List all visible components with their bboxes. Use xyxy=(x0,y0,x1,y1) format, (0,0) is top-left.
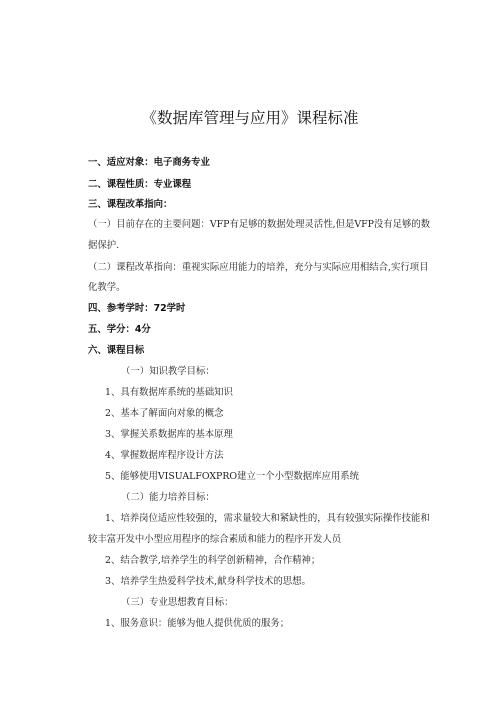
list-item: 1、培养岗位适应性较强的，需求量较大和紧缺性的，具有较强实际操作技能和 xyxy=(105,513,430,524)
section-4-heading: 四、参考学时：72学时 xyxy=(88,303,186,314)
list-item: 2、结合教学,培养学生的科学创新精神，合作精神； xyxy=(105,555,321,566)
list-item: 3、培养学生热爱科学技术,献身科学技术的思想。 xyxy=(105,576,311,587)
list-item: 1、服务意识：能够为他人提供优质的服务； xyxy=(105,618,290,629)
section-3-heading: 三、课程改革指向： xyxy=(88,199,173,210)
section-6-heading: 六、课程目标 xyxy=(88,345,145,356)
subsection-heading: （二）能力培养目标： xyxy=(121,492,215,503)
list-item: 2、基本了解面向对象的概念 xyxy=(105,408,224,419)
section-1-heading: 一、适应对象：电子商务专业 xyxy=(88,157,210,168)
paragraph-line: 较丰富开发中小型应用程序的综合素质和能力的程序开发人员 xyxy=(88,534,342,545)
section-2-heading: 二、课程性质：专业课程 xyxy=(88,179,192,190)
paragraph-line: （一）目前存在的主要问题：VFP有足够的数据处理灵活性,但是VFP没有足够的数 xyxy=(88,219,431,230)
list-item: 5、能够使用VISUALFOXPRO建立一个小型数据库应用系统 xyxy=(105,471,359,482)
list-item: 3、掌握关系数据库的基本原理 xyxy=(105,429,233,440)
document-title: 《数据库管理与应用》课程标准 xyxy=(141,109,359,127)
section-5-heading: 五、学分：4分 xyxy=(88,324,151,335)
list-item: 1、具有数据库系统的基础知识 xyxy=(105,387,233,398)
paragraph-line: 据保护. xyxy=(88,240,120,251)
subsection-heading: （三）专业思想教育目标： xyxy=(121,597,234,608)
paragraph-line: （二）课程改革指向：重视实际应用能力的培养，充分与实际应用相结合,实行项目 xyxy=(88,262,429,273)
paragraph-line: 化教学。 xyxy=(88,282,126,293)
list-item: 4、掌握数据库程序设计方法 xyxy=(105,450,224,461)
subsection-heading: （一）知识教学目标： xyxy=(121,366,215,377)
